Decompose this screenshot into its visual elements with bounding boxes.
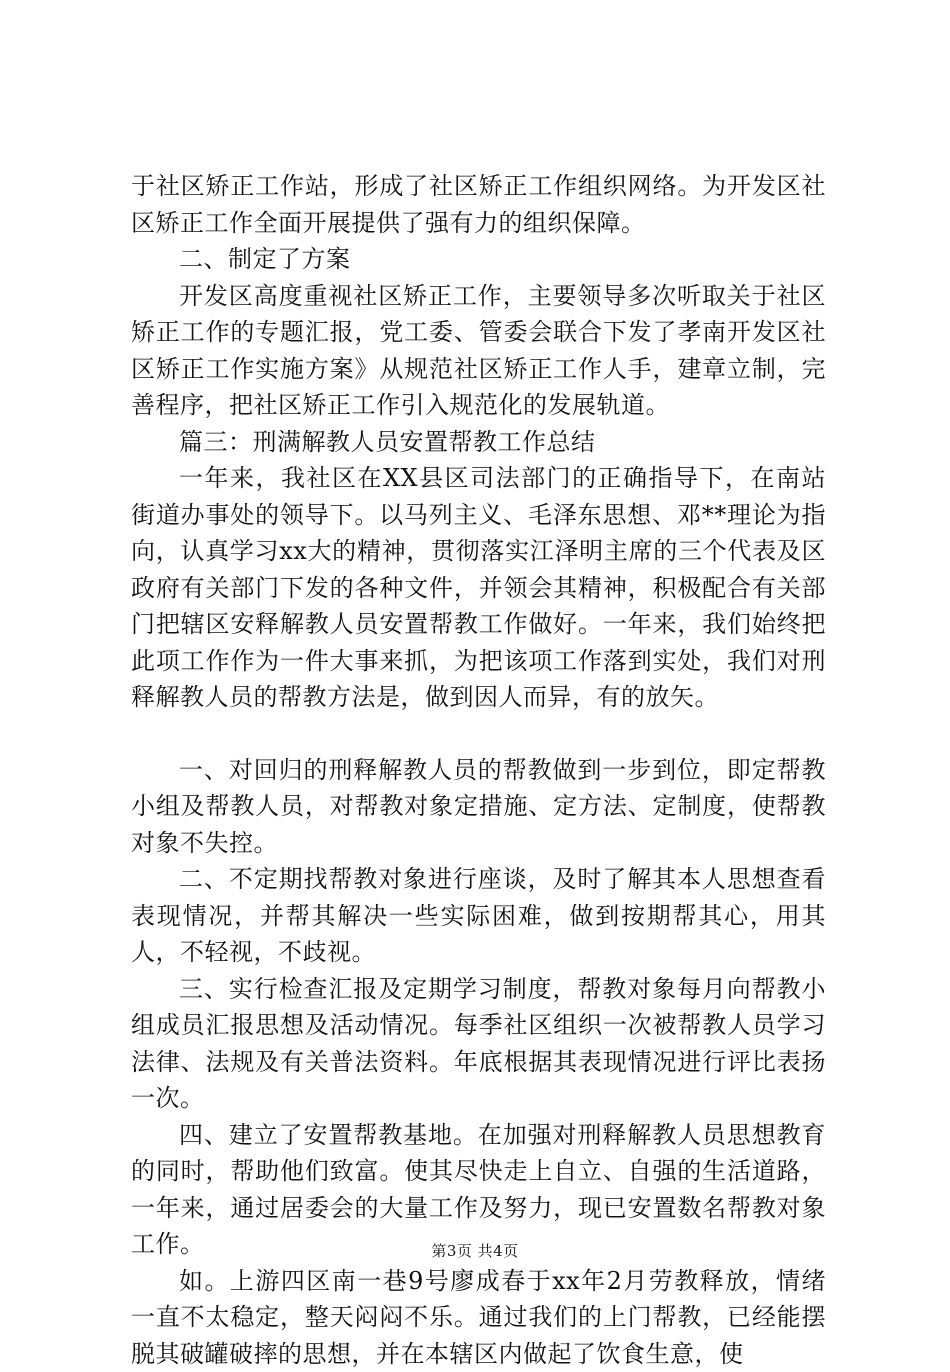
list-item-1: 一、对回归的刑释解教人员的帮教做到一步到位，即定帮教小组及帮教人员，对帮教对象定措施、定方法、定制度，使帮教对象不失控。 (131, 752, 826, 862)
document-body (131, 168, 826, 1372)
list-item-3: 三、实行检查汇报及定期学习制度，帮教对象每月向帮教小组成员汇报思想及活动情况。每季社区组织一次被帮教人员学习法律、法规及有关普法资料。年底根据其表现情况进行评比表扬一次。 (131, 971, 826, 1117)
paragraph-continued: 于社区矫正工作站，形成了社区矫正工作组织网络。为开发区社区矫正工作全面开展提供了强有力的组织保障。 (131, 168, 826, 241)
list-item-2: 二、不定期找帮教对象进行座谈，及时了解其本人思想查看表现情况，并帮其解决一些实际困难，做到按期帮其心，用其人，不轻视，不歧视。 (131, 861, 826, 971)
section-heading-plan: 二、制定了方案 (131, 241, 826, 278)
paragraph: 一年来，我社区在XX县区司法部门的正确指导下，在南站街道办事处的领导下。以马列主义、毛泽东思想、邓**理论为指向，认真学习xx大的精神，贯彻落实江泽明主席的三个代表及区政府有关部门下发的各种文件，并领会其精神，积极配合有关部门把辖区安释解教人员安置帮教工作做好。一年来，我们始终把此项工作作为一件大事来抓，为把该项工作落到实处，我们对刑释解教人员的帮教方法是，做到因人而异，有的放矢。 (131, 460, 826, 716)
paragraph: 开发区高度重视社区矫正工作，主要领导多次听取关于社区矫正工作的专题汇报，党工委、管委会联合下发了孝南开发区社区矫正工作实施方案》从规范社区矫正工作人手，建章立制，完善程序，把社区矫正工作引入规范化的发展轨道。 (131, 278, 826, 424)
list-item-4: 四、建立了安置帮教基地。在加强对刑释解教人员思想教育的同时，帮助他们致富。使其尽快走上自立、自强的生活道路，一年来，通过居委会的大量工作及努力，现已安置数名帮教对象工作。 (131, 1117, 826, 1263)
article-title: 篇三：刑满解教人员安置帮教工作总结 (131, 424, 826, 461)
page-footer: 第3页 共4页 (0, 1241, 950, 1261)
paragraph-example: 如。上游四区南一巷9号廖成春于xx年2月劳教释放，情绪一直不太稳定，整天闷闷不乐。通过我们的上门帮教，已经能摆脱其破罐破摔的思想，并在本辖区内做起了饮食生意，使 (131, 1263, 826, 1372)
